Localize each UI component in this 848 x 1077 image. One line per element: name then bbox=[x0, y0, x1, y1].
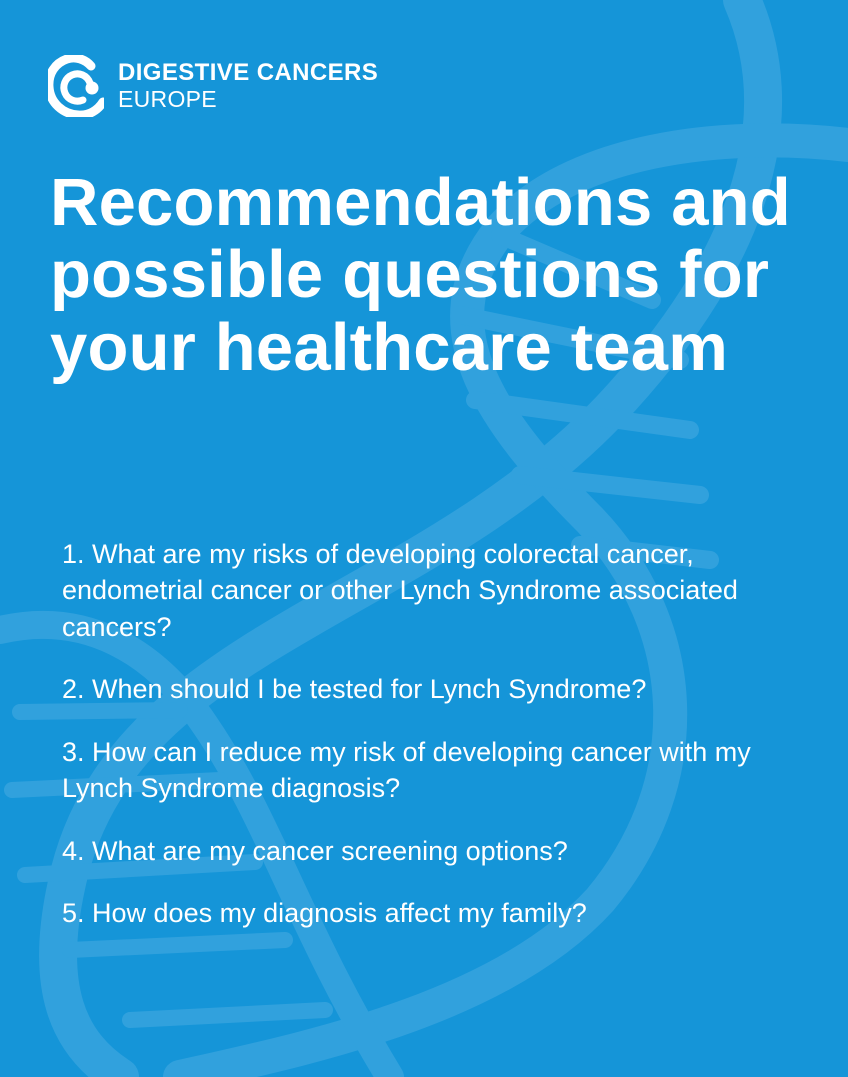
brand-subtitle: EUROPE bbox=[118, 86, 217, 112]
question-item-2: 2. When should I be tested for Lynch Syndrome? bbox=[62, 674, 647, 705]
question-item-3: 3. How can I reduce my risk of developing cancer with my Lynch Syndrome diagnosis? bbox=[62, 736, 751, 804]
question-item-1: 1. What are my risks of developing colorectal cancer, endometrial cancer or other Lynch Syndrome associated cancers? bbox=[62, 539, 738, 642]
brand-name bbox=[118, 61, 378, 111]
brand-logo bbox=[48, 55, 378, 117]
questions-list bbox=[62, 536, 782, 932]
page-title: Recommendations and possible questions for your healthcare team bbox=[50, 165, 791, 385]
brand-title: DIGESTIVE CANCERS bbox=[118, 59, 379, 86]
question-item-5: 5. How does my diagnosis affect my family? bbox=[62, 898, 587, 929]
question-item-4: 4. What are my cancer screening options? bbox=[62, 835, 568, 866]
digestive-cancers-logo-icon bbox=[48, 55, 104, 117]
